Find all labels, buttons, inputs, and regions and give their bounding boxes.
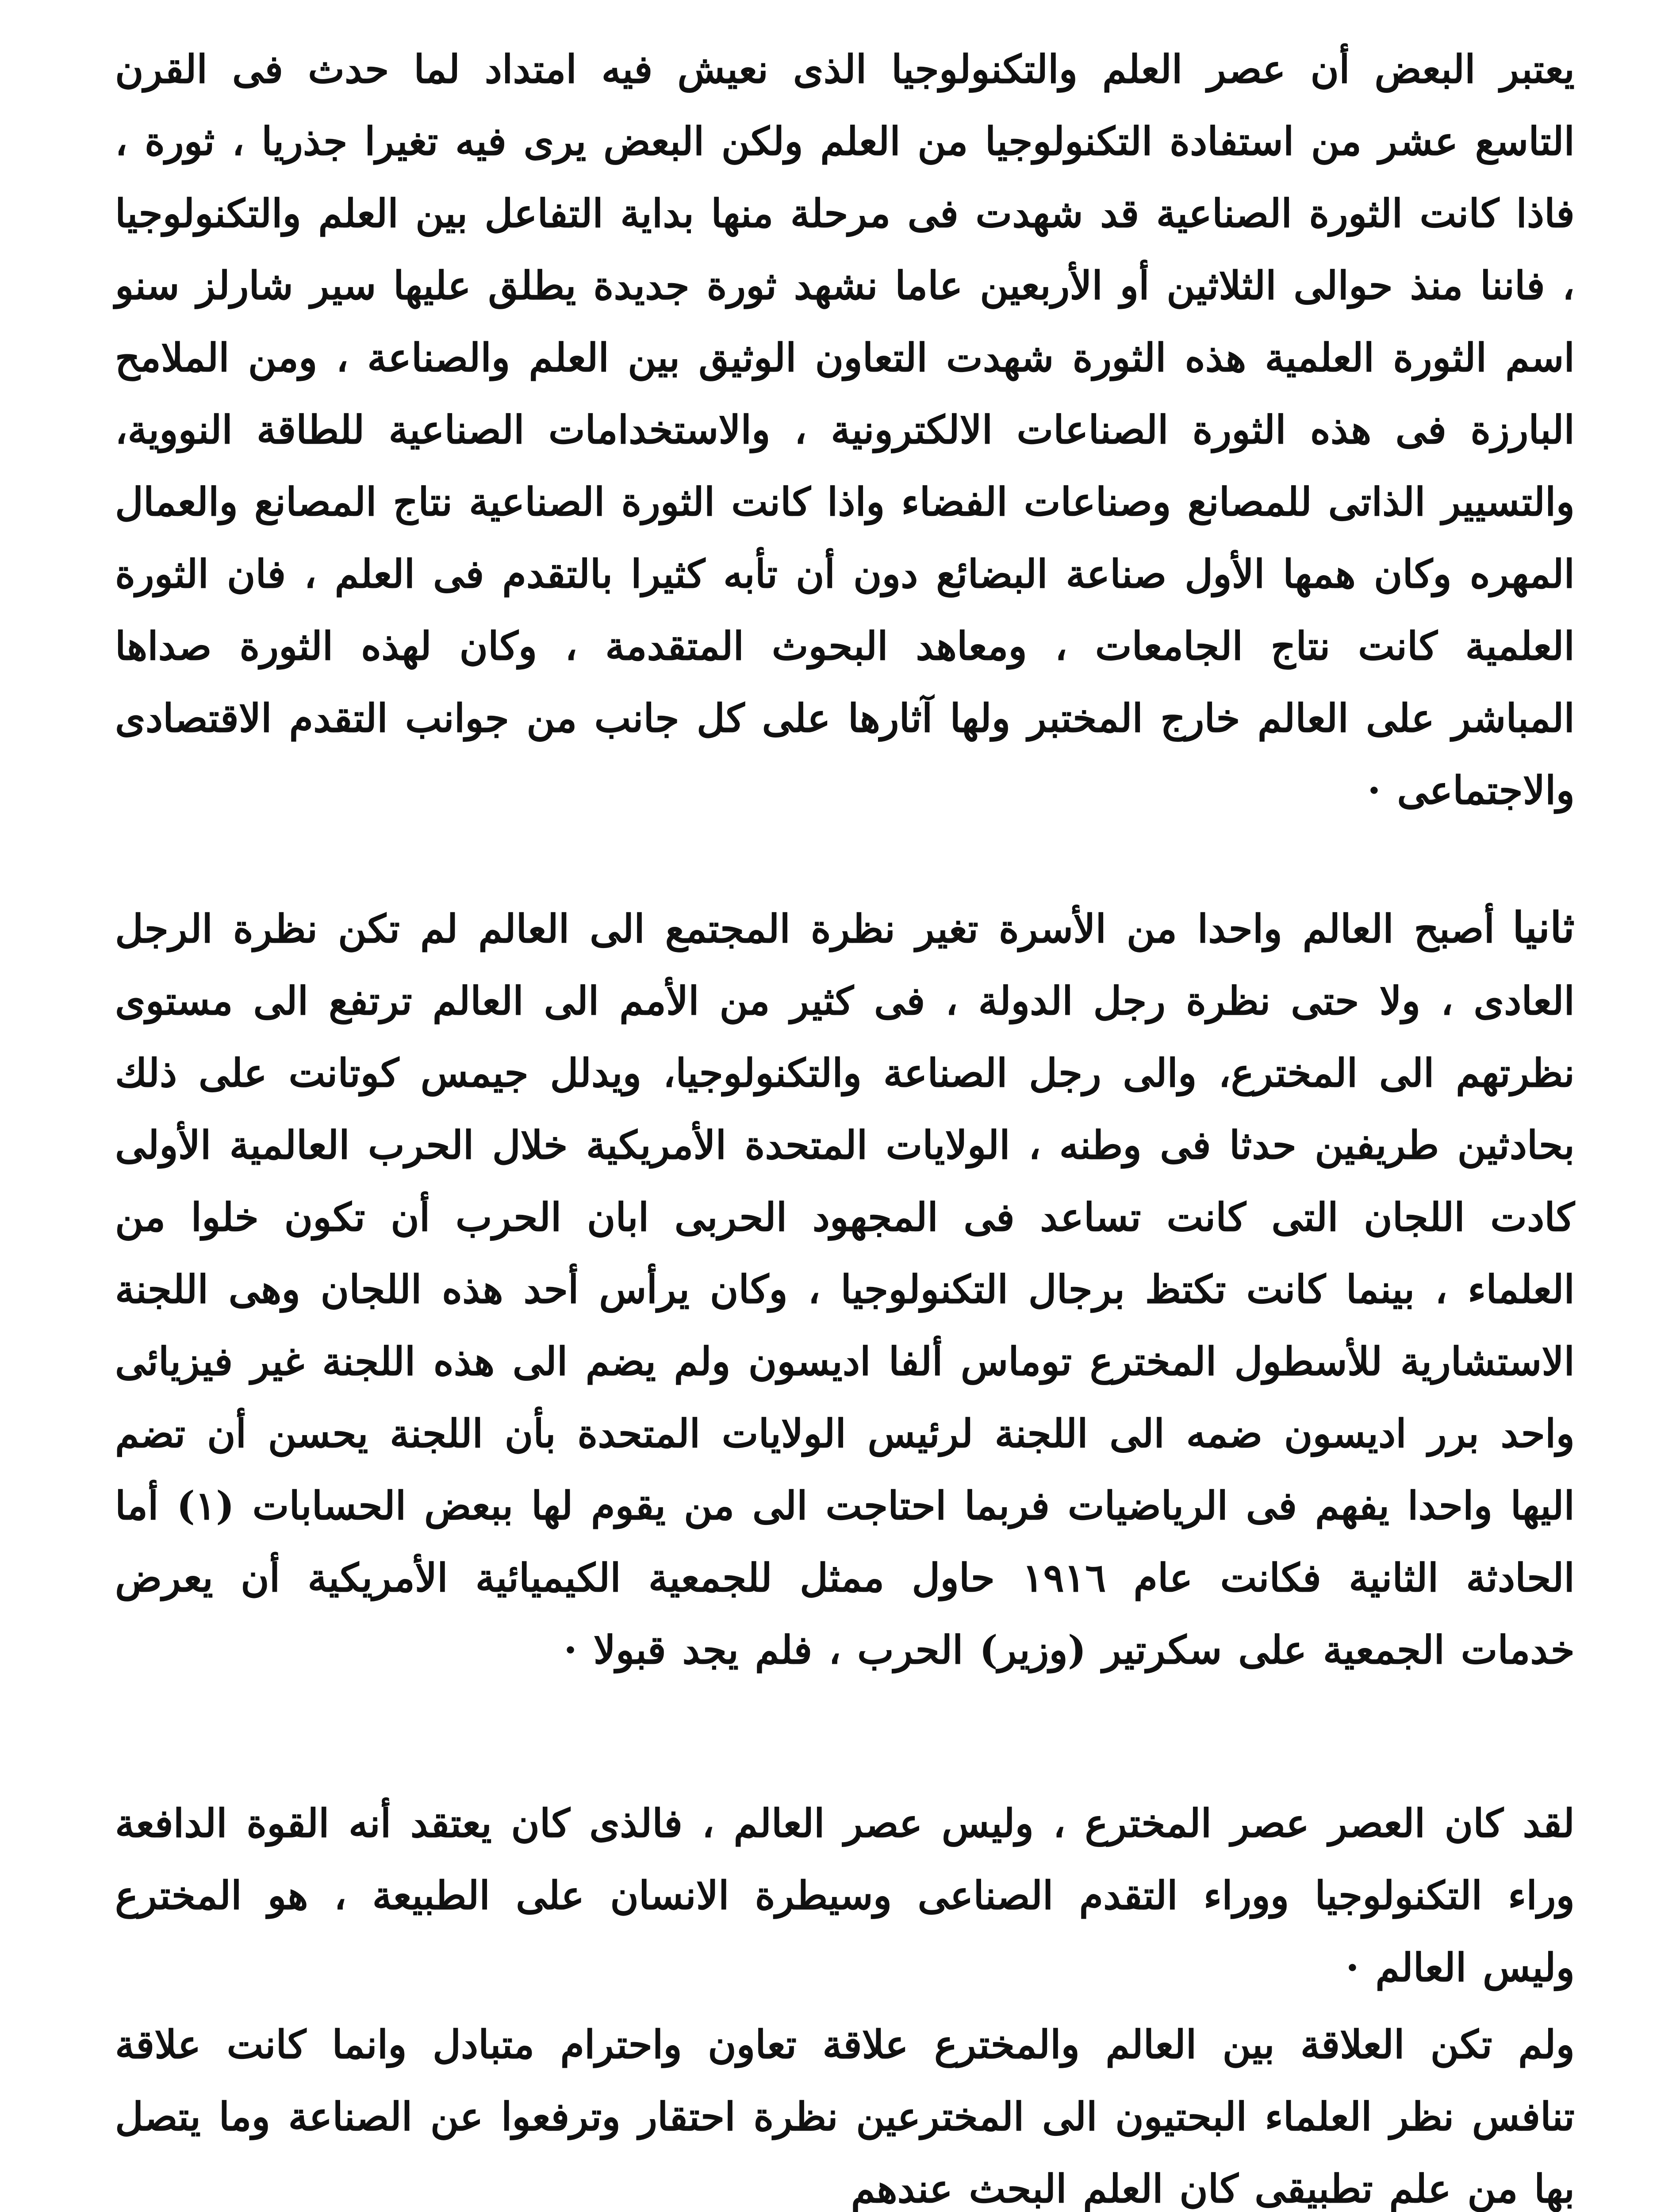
- paragraph-science-revolution: يعتبر البعض أن عصر العلم والتكنولوجيا الذى نعيش فيه امتداد لما حدث فى القرن التاسع عشر من استفادة التكنولوجيا من العلم ولكن البعض يرى فيه تغيرا جذريا ، ثورة ، فاذا كانت الثورة الصناعية قد شهدت فى مرحلة منها بداية التفاعل بين العلم والتكنولوجيا ، فاننا منذ حوالى الثلاثين أو الأربعين عاما نشهد ثورة جديدة يطلق عليها سير شارلز سنو اسم الثورة العلمية هذه الثورة شهدت التعاون الوثيق بين العلم والصناعة ، ومن الملامح البارزة فى هذه الثورة الصناعات الالكترونية ، والاستخدامات الصناعية للطاقة النووية، والتسيير الذاتى للمصانع وصناعات الفضاء واذا كانت الثورة الصناعية نتاج المصانع والعمال المهره وكان همها الأول صناعة البضائع دون أن تأبه كثيرا بالتقدم فى العلم ، فان الثورة العلمية كانت نتاج الجامعات ، ومعاهد البحوث المتقدمة ، وكان لهذه الثورة صداها المباشر على العالم خارج المختبر ولها آثارها على كل جانب من جوانب التقدم الاقتصادى والاجتماعى ·: [115, 46, 1575, 813]
- paragraph-scientist-status-text: أصبح العالم واحدا من الأسرة تغير نظرة المجتمع الى العالم لم تكن نظرة الرجل العادى ، ولا حتى نظرة رجل الدولة ، فى كثير من الأمم الى العالم ترتفع الى مستوى نظرتهم الى المخترع، والى رجل الصناعة والتكنولوجيا، ويدلل جيمس كوتانت على ذلك بحادثين طريفين حدثا فى وطنه ، الولايات المتحدة الأمريكية خلال الحرب العالمية الأولى كادت اللجان التى كانت تساعد فى المجهود الحربى ابان الحرب أن تكون خلوا من العلماء ، بينما كانت تكتظ برجال التكنولوجيا ، وكان يرأس أحد هذه اللجان وهى اللجنة الاستشارية للأسطول المخترع توماس ألفا اديسون ولم يضم الى هذه اللجنة غير فيزيائى واحد برر اديسون ضمه الى اللجنة لرئيس الولايات المتحدة بأن اللجنة يحسن أن تضم اليها واحدا يفهم فى الرياضيات فربما احتاجت الى من يقوم لها ببعض الحسابات (١) أما الحادثة الثانية فكانت عام ١٩١٦ حاول ممثل للجمعية الكيميائية الأمريكية أن يعرض خدمات الجمعية على سكرتير (وزير) الحرب ، فلم يجد قبولا ·: [115, 906, 1575, 1673]
- paragraph-inventor-era: لقد كان العصر عصر المخترع ، وليس عصر العالم ، فالذى كان يعتقد أنه القوة الدافعة وراء التكنولوجيا ووراء التقدم الصناعى وسيطرة الانسان على الطبيعة ، هو المخترع وليس العالم ·: [115, 1800, 1575, 1990]
- paragraph-scientist-status: [115, 891, 1575, 1686]
- section-lead-second: ثانيا: [1512, 902, 1575, 952]
- paragraph-scientist-inventor-relation: ولم تكن العلاقة بين العالم والمخترع علاقة تعاون واحترام متبادل وانما كانت علاقة تنافس نظر العلماء البحتيون الى المخترعين نظرة احتقار وترفعوا عن الصناعة وما يتصل بها من علم تطبيقى كان العلم البحث عندهم: [115, 2021, 1575, 2212]
